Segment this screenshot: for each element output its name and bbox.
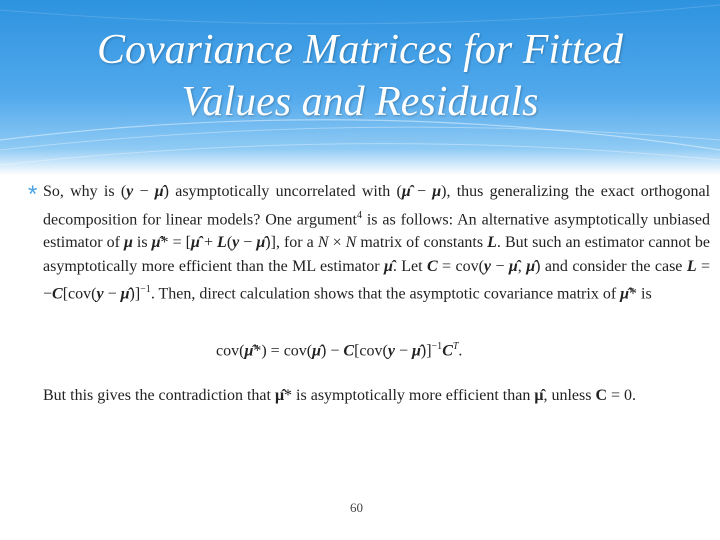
footnote-marker: 4 — [356, 209, 362, 221]
body-paragraph: So, why is (y − μ̂) asymptotically uncorrelated with (μ̂ − μ), thus generalizing the exact orthogonal decomposition for linear models? One argument$^4$ is as follows: An alternative asymptotically unbiased estimator of μ is μ̂* = [μ̂ + L(y − μ̂)], for a N × N matrix of constants L. But such an estimator cannot be asymptotically more efficient than the ML estimator μ̂. Let C = cov(y − μ̂, μ̂) and consider the case L = −C[cov(y − μ̂)]$^{-1}$. Then, direct calculation shows that the asymptotic covariance matrix of μ̂* is — [43, 183, 711, 303]
title-line-2: Values and Residuals — [181, 79, 539, 125]
covariance-equation: cov(μ̂*) = cov(μ̂) − $C[cov(y - \mû)]^{-1}C^T$. — [216, 341, 463, 360]
conclusion-paragraph: But this gives the contradiction that μ̂* is asymptotically more efficient than μ̂, unless C = 0. — [43, 387, 637, 404]
slide-title — [0, 24, 720, 128]
title-banner — [0, 0, 720, 175]
page-number: 60 — [350, 500, 363, 515]
bullet-marker: * — [28, 181, 38, 208]
title-line-1: Covariance Matrices for Fitted — [96, 27, 624, 73]
